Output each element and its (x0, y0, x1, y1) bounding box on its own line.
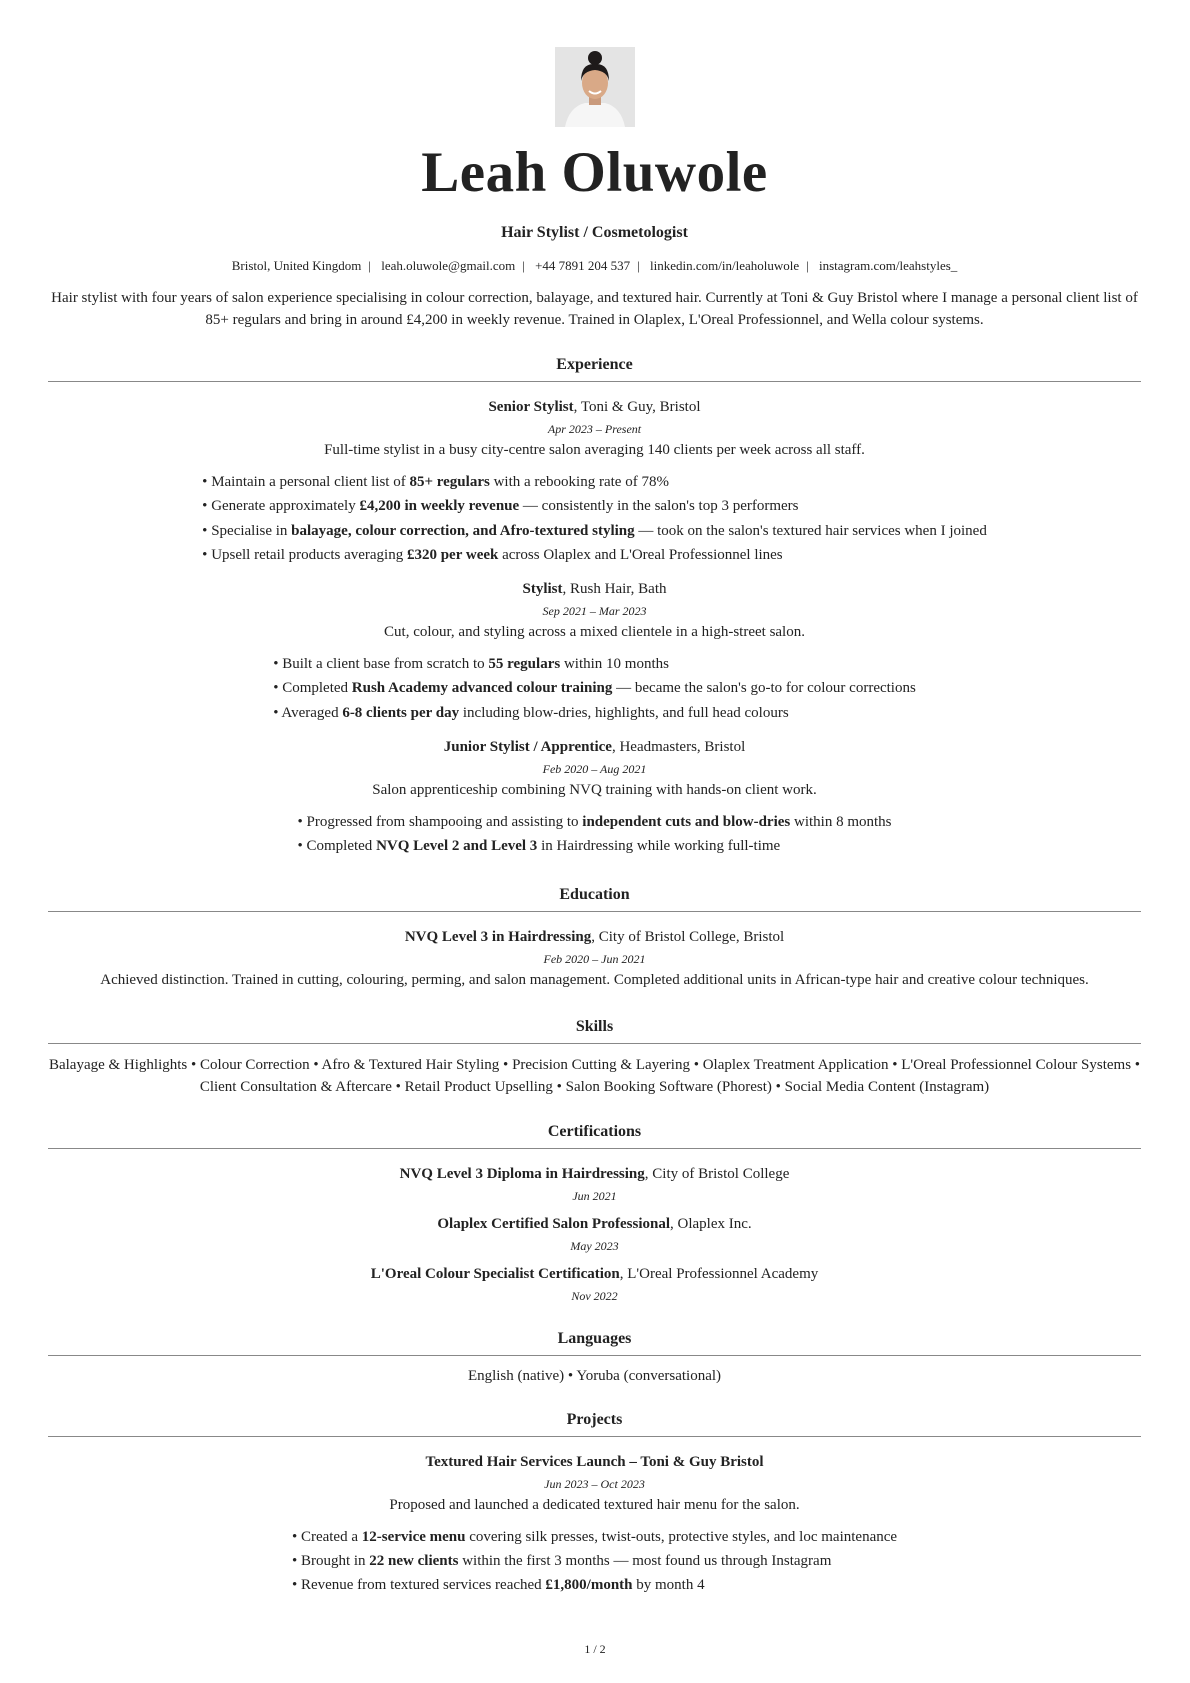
bullet-item (297, 834, 891, 858)
job-role: Junior Stylist / Apprentice (443, 739, 612, 756)
languages-list: English (native) • Yoruba (conversational) (467, 1367, 722, 1384)
bullet-highlight: balayage, colour correction, and Afro-textured styling (291, 522, 635, 539)
bullet-text: within the first 3 months — most found us through Instagram (458, 1552, 832, 1569)
job-org: , Rush Hair, Bath (562, 581, 667, 598)
separator: | (522, 258, 525, 273)
bullet-highlight: £320 per week (406, 546, 499, 563)
job-entry (48, 579, 1141, 725)
certification-header (48, 1214, 1141, 1234)
bullet-text: Completed (306, 838, 377, 855)
job-dates: Feb 2020 – Aug 2021 (542, 762, 647, 777)
certification-name: Olaplex Certified Salon Professional (437, 1215, 670, 1232)
separator: | (368, 258, 371, 273)
bullet-highlight: independent cuts and blow-dries (582, 814, 791, 831)
bullet-highlight: £1,800/month (545, 1577, 633, 1594)
section-heading-projects: Projects (48, 1410, 1141, 1437)
bullet-highlight: 6-8 clients per day (342, 704, 460, 721)
job-role: Stylist (522, 581, 563, 598)
bullet-text: by month 4 (632, 1577, 705, 1594)
certification-entry (48, 1164, 1141, 1205)
bullet-text: Built a client base from scratch to (282, 656, 489, 673)
bullet-item (292, 1525, 897, 1549)
section-heading-certifications: Certifications (48, 1122, 1141, 1149)
bullet-list (202, 470, 987, 567)
bullet-text: Generate approximately (211, 498, 360, 515)
bullet-text: within 10 months (560, 656, 669, 673)
certification-issuer: , Olaplex Inc. (670, 1215, 752, 1232)
summary: Hair stylist with four years of salon experience specialising in colour correction, balayage, and textured hair. Currently at Toni & Guy Bristol where I manage a personal client list of 85+ regulars and bring in around £4,200 in weekly revenue. Trained in Olaplex, L'Oreal Professionnel, and Wella colour systems. (51, 290, 1138, 328)
bullet-text: — consistently in the salon's top 3 performers (519, 498, 799, 515)
job-desc: Full-time stylist in a busy city-centre salon averaging 140 clients per week across all staff. (324, 442, 865, 458)
bullet-text: — took on the salon's textured hair services when I joined (634, 522, 987, 539)
institution: , City of Bristol College, Bristol (591, 928, 785, 945)
contact-location: Bristol, United Kingdom (231, 258, 362, 273)
resume-page (48, 0, 1141, 1598)
bullet-item (202, 519, 987, 543)
bullet-highlight: £4,200 in weekly revenue (359, 498, 520, 515)
skills-list: Balayage & Highlights • Colour Correction • Afro & Textured Hair Styling • Precision Cutting & Layering • Olaplex Treatment Application • L'Oreal Professionnel Colour Systems • Client Consultation & Aftercare • Retail Product Upselling • Salon Booking Software (Phorest) • Social Media Content (Instagram) (48, 1056, 1141, 1095)
certifications-list (48, 1164, 1141, 1305)
bullet-text: across Olaplex and L'Oreal Professionnel lines (498, 546, 783, 563)
certification-entry (48, 1214, 1141, 1255)
contact-linkedin[interactable]: linkedin.com/in/leaholuwole (650, 258, 800, 273)
bullet-text: Progressed from shampooing and assisting to (306, 814, 583, 831)
bullet-item (202, 470, 987, 494)
bullet-item (297, 810, 891, 834)
certification-issuer: , L'Oreal Professionnel Academy (619, 1265, 819, 1282)
job-dates: Sep 2021 – Mar 2023 (542, 604, 647, 619)
bullet-item (292, 1549, 897, 1573)
bullet-highlight: 85+ regulars (409, 474, 490, 490)
job-bullets (48, 652, 1141, 725)
certification-entry (48, 1264, 1141, 1305)
bullet-text: Created a (300, 1528, 362, 1545)
project-bullets (292, 1525, 897, 1598)
job-title: Hair Stylist / Cosmetologist (501, 224, 688, 241)
certification-header (48, 1264, 1141, 1284)
certification-date: Nov 2022 (571, 1288, 618, 1303)
bullet-text: in Hairdressing while working full-time (537, 838, 781, 855)
degree: NVQ Level 3 in Hairdressing (404, 928, 592, 945)
certification-name: NVQ Level 3 Diploma in Hairdressing (399, 1165, 645, 1182)
bullet-highlight: 22 new clients (369, 1552, 459, 1569)
project-dates: Jun 2023 – Oct 2023 (544, 1476, 645, 1491)
section-heading-education: Education (48, 885, 1141, 912)
job-desc: Salon apprenticeship combining NVQ training with hands-on client work. (372, 782, 817, 799)
job-header (48, 737, 1141, 757)
bullet-text: Completed (282, 680, 352, 697)
contact-email[interactable]: leah.oluwole@gmail.com (381, 258, 516, 273)
bullet-item (202, 543, 987, 567)
bullet-text: covering silk presses, twist-outs, protective styles, and loc maintenance (465, 1528, 898, 1545)
section-heading-skills: Skills (48, 1017, 1141, 1044)
profile-photo (555, 47, 635, 127)
job-org: , Headmasters, Bristol (611, 739, 746, 756)
bullet-text: Brought in (300, 1552, 370, 1569)
page-number: 1 / 2 (584, 1642, 606, 1656)
education-dates: Feb 2020 – Jun 2021 (543, 951, 646, 966)
certification-name: L'Oreal Colour Specialist Certification (370, 1265, 620, 1282)
bullet-item (273, 652, 916, 676)
certification-header (48, 1164, 1141, 1184)
contact-instagram[interactable]: instagram.com/leahstyles_ (819, 258, 958, 273)
bullet-text: — became the salon's go-to for colour corrections (612, 680, 916, 697)
bullet-text: Specialise in (211, 522, 292, 539)
bullet-highlight: NVQ Level 2 and Level 3 (376, 838, 538, 855)
project-title: Textured Hair Services Launch – Toni & Guy Bristol (425, 1453, 764, 1470)
job-desc: Cut, colour, and styling across a mixed clientele in a high-street salon. (384, 624, 805, 641)
bullet-text: Averaged (281, 704, 343, 721)
experience-list (48, 397, 1141, 859)
contact-phone: +44 7891 204 537 (535, 258, 631, 273)
bullet-highlight: 12-service menu (361, 1528, 466, 1545)
job-entry (48, 737, 1141, 859)
candidate-name: Leah Oluwole (421, 141, 768, 204)
bullet-item (202, 494, 987, 518)
bullet-item (292, 1573, 897, 1597)
job-org: , Toni & Guy, Bristol (573, 399, 701, 415)
bullet-text: with a rebooking rate of 78% (489, 474, 669, 490)
separator: | (806, 258, 809, 273)
bullet-text: Upsell retail products averaging (211, 546, 407, 563)
section-heading-experience: Experience (48, 355, 1141, 382)
job-role: Senior Stylist (488, 399, 574, 415)
job-header (48, 397, 1141, 417)
project-desc: Proposed and launched a dedicated textured hair menu for the salon. (389, 1496, 800, 1513)
bullet-text: Revenue from textured services reached (300, 1577, 546, 1594)
education-entry (48, 927, 1141, 990)
project-entry (48, 1452, 1141, 1598)
section-heading-languages: Languages (48, 1329, 1141, 1356)
bullet-text: within 8 months (790, 814, 892, 831)
job-dates: Apr 2023 – Present (547, 422, 642, 436)
certification-issuer: , City of Bristol College (644, 1165, 790, 1182)
bullet-list (297, 810, 891, 859)
bullet-highlight: 55 regulars (488, 656, 561, 673)
certification-date: May 2023 (570, 1238, 619, 1253)
certification-date: Jun 2021 (572, 1188, 617, 1203)
job-bullets (48, 810, 1141, 859)
bullet-item (273, 701, 916, 725)
bullet-item (273, 676, 916, 700)
separator: | (637, 258, 640, 273)
bullet-highlight: Rush Academy advanced colour training (351, 680, 613, 697)
education-desc: Achieved distinction. Trained in cutting, colouring, perming, and salon management. Completed additional units in African-type hair and creative colour techniques. (100, 971, 1089, 988)
job-bullets (48, 470, 1141, 567)
bullet-text: Maintain a personal client list of (211, 474, 410, 490)
bullet-text: including blow-dries, highlights, and full head colours (459, 704, 789, 721)
job-header (48, 579, 1141, 599)
bullet-list (273, 652, 916, 725)
job-entry (48, 397, 1141, 567)
contact-line (48, 257, 1141, 275)
